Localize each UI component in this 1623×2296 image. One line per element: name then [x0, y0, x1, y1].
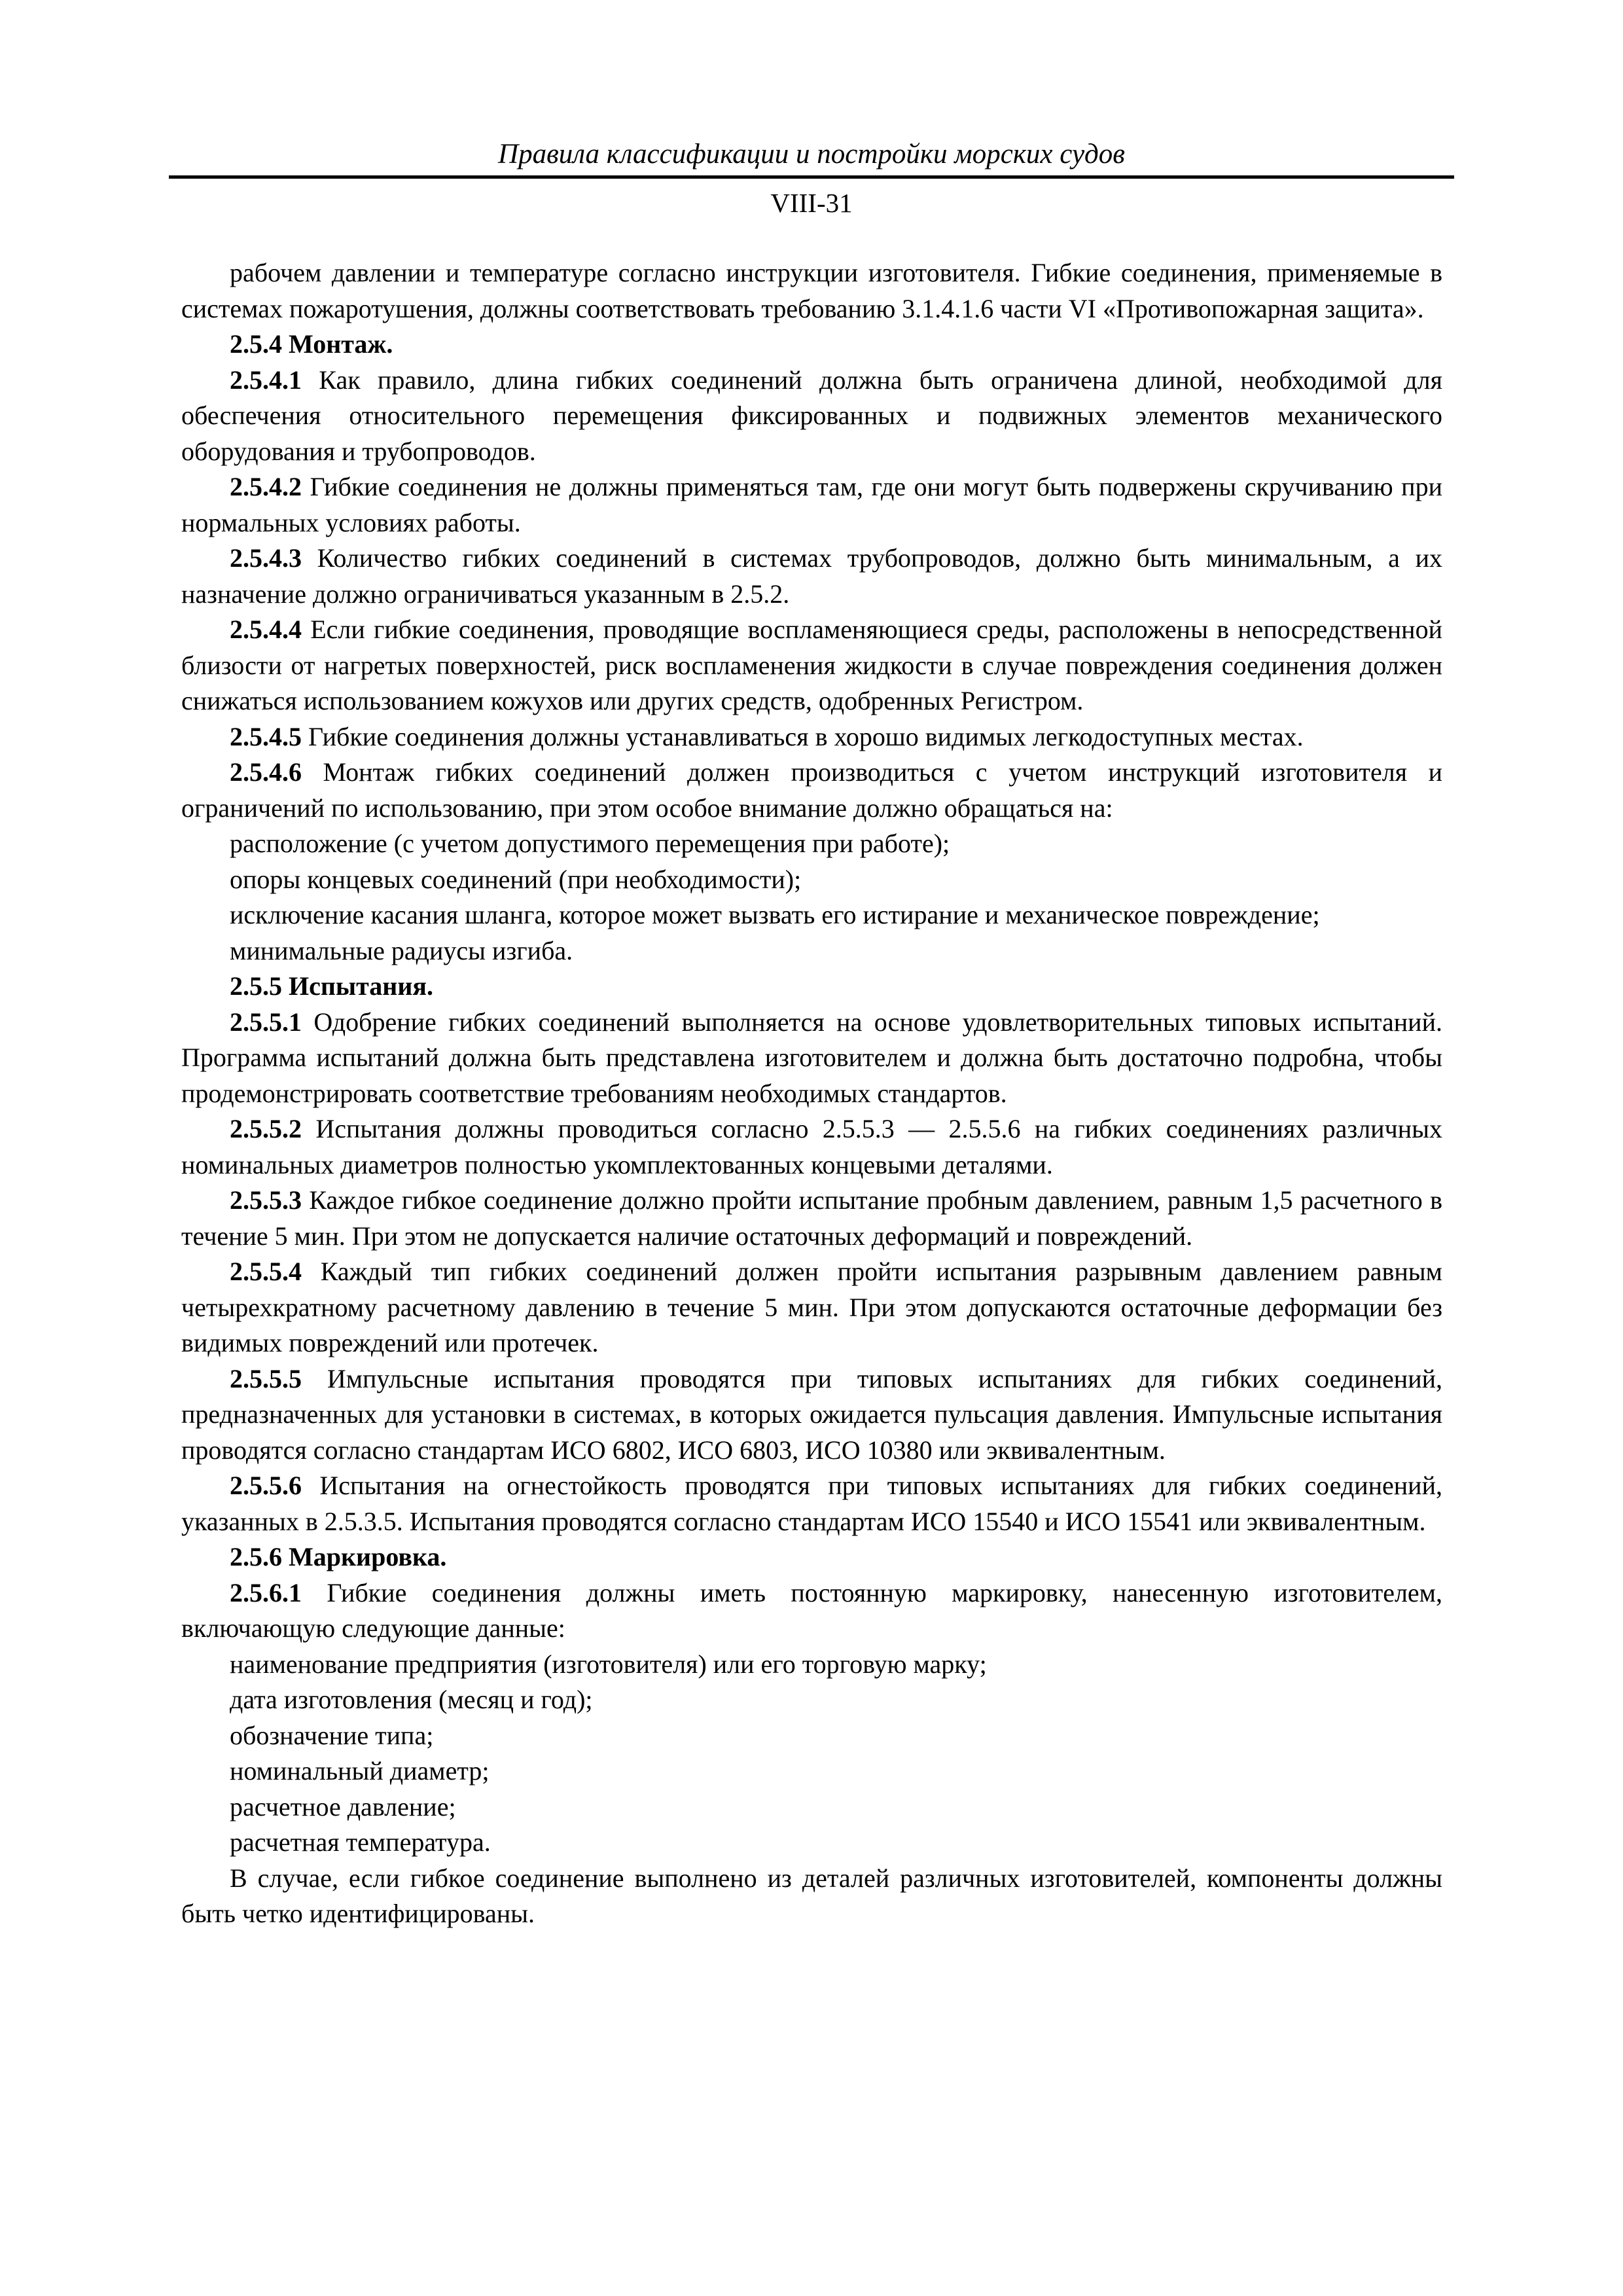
paragraph-2-5-4-5 [181, 719, 1442, 755]
paragraph-2-5-4-6 [181, 755, 1442, 826]
section-heading-2-5-5: 2.5.5 Испытания. [230, 971, 434, 1001]
clause-text: Монтаж гибких соединений должен производиться с учетом инструкций изготовителя и ограничений по использованию, при этом особое внимание должно обращаться на: [181, 757, 1442, 823]
section-heading-2-5-4: 2.5.4 Монтаж. [230, 329, 393, 359]
clause-number: 2.5.5.2 [230, 1114, 302, 1143]
clause-number: 2.5.4.4 [230, 615, 302, 644]
clause-text: Если гибкие соединения, проводящие воспламеняющиеся среды, расположены в непосредственной близости от нагретых поверхностей, риск воспламенения жидкости в случае повреждения соединения должен снижаться использованием кожухов или других средств, одобренных Регистром. [181, 615, 1442, 715]
paragraph-2-5-5-3 [181, 1183, 1442, 1254]
clause-text: Испытания должны проводиться согласно 2.5.5.3 — 2.5.5.6 на гибких соединениях различных номинальных диаметров полностью укомплектованных концевыми деталями. [181, 1114, 1442, 1179]
clause-number: 2.5.5.5 [230, 1363, 302, 1393]
clause-number: 2.5.4.5 [230, 721, 302, 751]
section-heading-2-5-6: 2.5.6 Маркировка. [230, 1542, 447, 1571]
clause-text: Гибкие соединения должны иметь постоянную маркировку, нанесенную изготовителем, включающую следующие данные: [181, 1577, 1442, 1643]
paragraph-final: В случае, если гибкое соединение выполнено из деталей различных изготовителей, компоненты должны быть четко идентифицированы. [181, 1863, 1442, 1928]
clause-number: 2.5.5.3 [230, 1185, 302, 1215]
list-item: опоры концевых соединений (при необходимости); [230, 864, 802, 894]
clause-number: 2.5.5.1 [230, 1007, 302, 1037]
paragraph-2-5-4-2 [181, 469, 1442, 541]
list-item: расчетное давление; [230, 1791, 456, 1821]
clause-text: Каждое гибкое соединение должно пройти испытание пробным давлением, равным 1,5 расчетного в течение 5 мин. При этом не допускается наличие остаточных деформаций и повреждений. [181, 1185, 1442, 1251]
list-item: расчетная температура. [230, 1827, 491, 1857]
clause-number: 2.5.4.1 [230, 365, 302, 395]
clause-number: 2.5.4.2 [230, 472, 302, 501]
document-body [181, 255, 1442, 1932]
clause-number: 2.5.5.4 [230, 1257, 302, 1286]
clause-text: Как правило, длина гибких соединений должна быть ограничена длиной, необходимой для обеспечения относительного перемещения фиксированных и подвижных элементов механического оборудования и трубопроводов. [181, 365, 1442, 466]
clause-number: 2.5.4.3 [230, 543, 302, 573]
running-header: Правила классификации и постройки морских судов [498, 139, 1125, 170]
list-item: исключение касания шланга, которое может вызвать его истирание и механическое повреждение; [230, 900, 1320, 929]
paragraph-2-5-5-2 [181, 1111, 1442, 1183]
clause-text: Количество гибких соединений в системах трубопроводов, должно быть минимальным, а их назначение должно ограничиваться указанным в 2.5.2. [181, 543, 1442, 609]
clause-text: Каждый тип гибких соединений должен пройти испытания разрывным давлением равным четырехкратному расчетному давлению в течение 5 мин. При этом допускаются остаточные деформации без видимых повреждений или протечек. [181, 1257, 1442, 1357]
paragraph-2-5-6-1 [181, 1575, 1442, 1647]
paragraph-2-5-4-3 [181, 541, 1442, 612]
paragraph-2-5-5-1 [181, 1005, 1442, 1112]
paragraph-2-5-4-1 [181, 363, 1442, 470]
list-item: номинальный диаметр; [230, 1756, 490, 1785]
paragraph-2-5-5-6 [181, 1468, 1442, 1539]
header-rule [169, 175, 1454, 179]
list-item: дата изготовления (месяц и год); [230, 1685, 593, 1714]
paragraph-2-5-5-5 [181, 1361, 1442, 1469]
clause-number: 2.5.4.6 [230, 757, 302, 787]
clause-text: Гибкие соединения не должны применяться там, где они могут быть подвержены скручиванию при нормальных условиях работы. [181, 472, 1442, 537]
paragraph-continuation: рабочем давлении и температуре согласно инструкции изготовителя. Гибкие соединения, применяемые в системах пожаротушения, должны соответствовать требованию 3.1.4.1.6 части VI «Противопожарная защита». [181, 258, 1442, 323]
clause-number: 2.5.6.1 [230, 1577, 302, 1607]
list-item: расположение (с учетом допустимого перемещения при работе); [230, 829, 950, 858]
clause-text: Гибкие соединения должны устанавливаться в хорошо видимых легкодоступных местах. [302, 721, 1304, 751]
clause-number: 2.5.5.6 [230, 1471, 302, 1500]
list-item: минимальные радиусы изгиба. [230, 935, 573, 965]
clause-text: Импульсные испытания проводятся при типовых испытаниях для гибких соединений, предназначенных для установки в системах, в которых ожидается пульсация давления. Импульсные испытания проводятся согласно стандартам ИСО 6802, ИСО 6803, ИСО 10380 или эквивалентным. [181, 1363, 1442, 1465]
list-item: обозначение типа; [230, 1720, 434, 1750]
paragraph-2-5-4-4 [181, 612, 1442, 719]
page-number: VIII-31 [770, 188, 853, 218]
clause-text: Одобрение гибких соединений выполняется на основе удовлетворительных типовых испытаний. Программа испытаний должна быть представлена изготовителем и должна быть достаточно подробна, чтобы продемонстрировать соответствие требованиям необходимых стандартов. [181, 1007, 1442, 1108]
list-item: наименование предприятия (изготовителя) или его торговую марку; [230, 1649, 987, 1679]
clause-text: Испытания на огнестойкость проводятся при типовых испытаниях для гибких соединений, указанных в 2.5.3.5. Испытания проводятся согласно стандартам ИСО 15540 и ИСО 15541 или эквивалентным. [181, 1471, 1442, 1536]
paragraph-2-5-5-4 [181, 1254, 1442, 1361]
